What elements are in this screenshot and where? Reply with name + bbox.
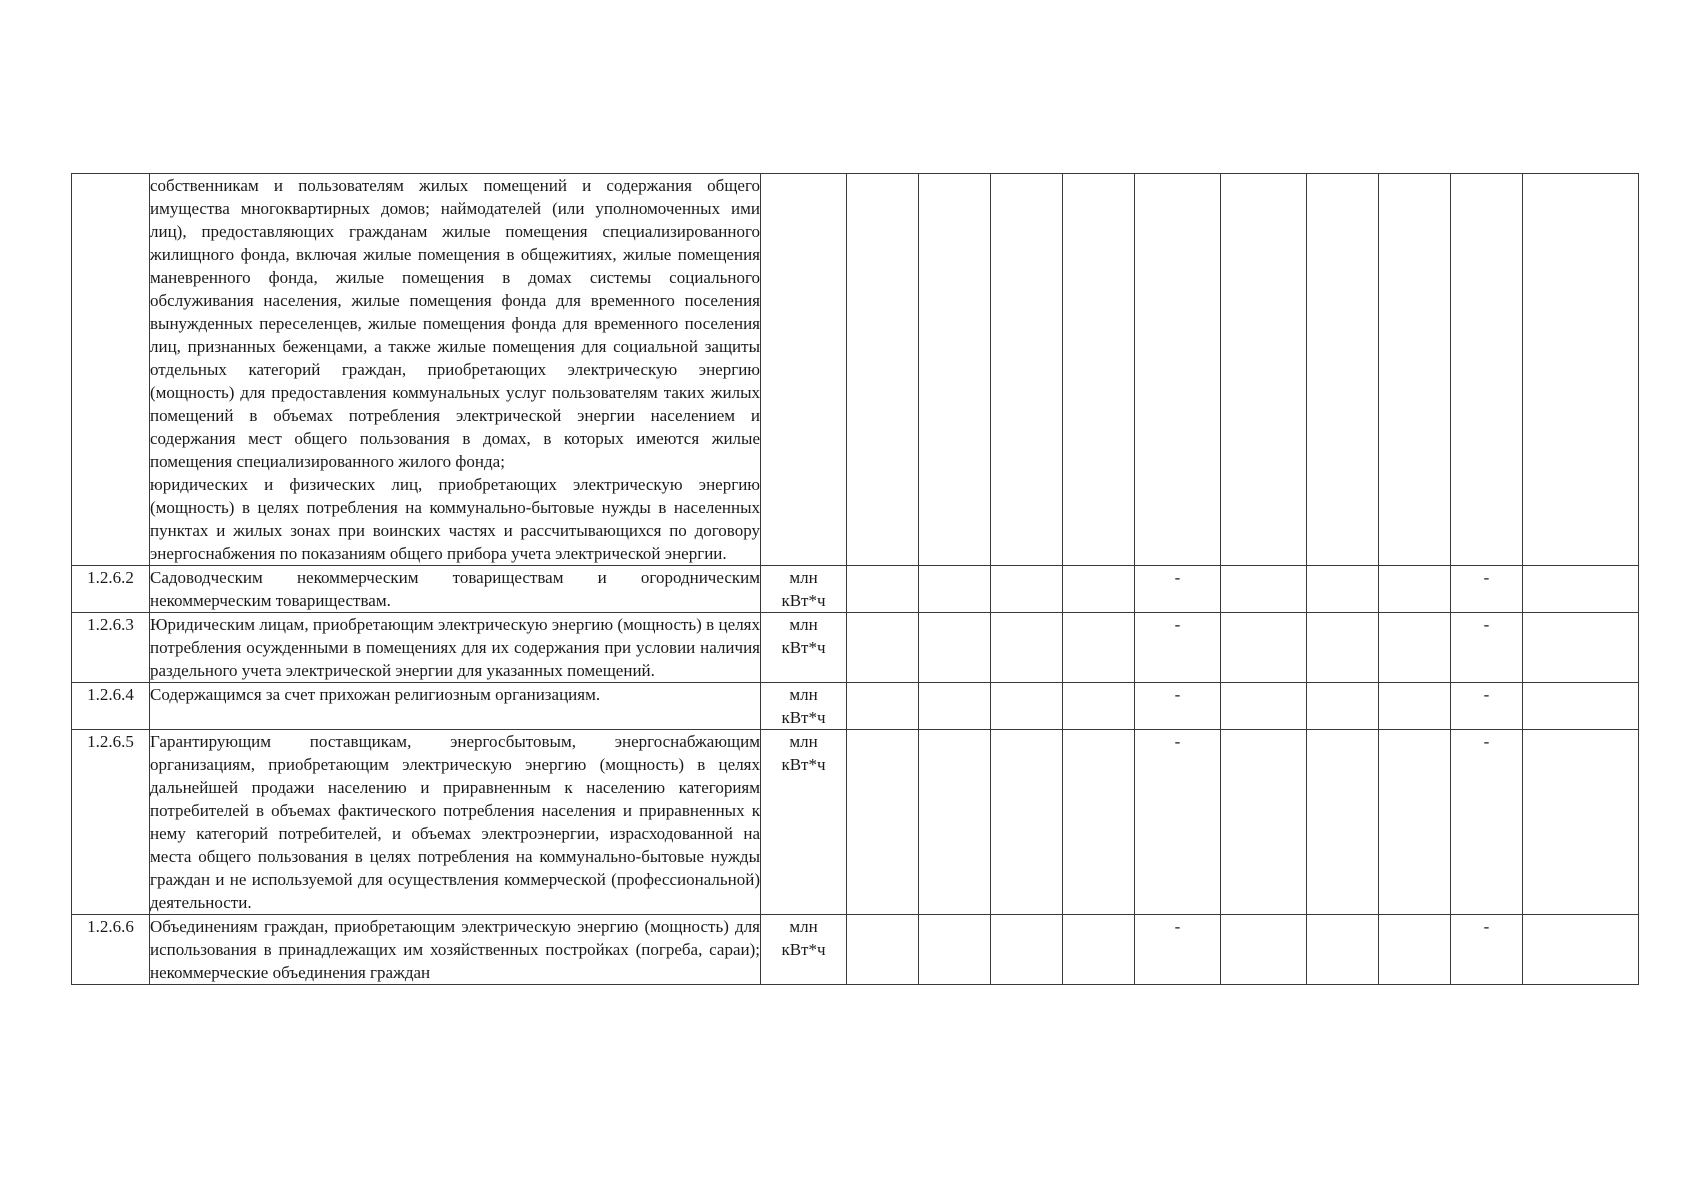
unit-line: кВт*ч bbox=[781, 591, 826, 610]
value-cell bbox=[991, 730, 1063, 915]
value-cell bbox=[919, 174, 991, 566]
row-number: 1.2.6.4 bbox=[72, 683, 150, 730]
value-cell bbox=[1523, 730, 1639, 915]
value-cell bbox=[1379, 730, 1451, 915]
value-cell bbox=[1063, 730, 1135, 915]
row-number: 1.2.6.2 bbox=[72, 566, 150, 613]
value-cell bbox=[991, 683, 1063, 730]
value-cell bbox=[991, 174, 1063, 566]
table-row bbox=[72, 613, 1639, 683]
row-unit bbox=[761, 915, 847, 985]
value-cell bbox=[1307, 915, 1379, 985]
value-cell bbox=[1523, 566, 1639, 613]
unit-line: млн bbox=[789, 732, 818, 751]
row-unit bbox=[761, 613, 847, 683]
value-cell bbox=[919, 683, 991, 730]
value-cell bbox=[1523, 174, 1639, 566]
value-cell bbox=[847, 683, 919, 730]
value-cell bbox=[1221, 174, 1307, 566]
table-row bbox=[72, 915, 1639, 985]
row-unit bbox=[761, 174, 847, 566]
value-cell bbox=[1523, 683, 1639, 730]
value-cell bbox=[1135, 174, 1221, 566]
row-number: 1.2.6.5 bbox=[72, 730, 150, 915]
unit-line: млн bbox=[789, 685, 818, 704]
value-cell bbox=[1063, 174, 1135, 566]
value-cell bbox=[1221, 683, 1307, 730]
unit-line: кВт*ч bbox=[781, 940, 826, 959]
value-cell bbox=[1379, 174, 1451, 566]
value-cell bbox=[1063, 915, 1135, 985]
value-cell: - bbox=[1135, 613, 1221, 683]
table-row bbox=[72, 730, 1639, 915]
description-paragraph: юридических и физических лиц, приобретающих электрическую энергию (мощность) в целях потребления на коммунально-бытовые нужды в населенных пунктах и жилых зонах при воинских частях и рассчитывающихся по договору энергоснабжения по показаниям общего прибора учета электрической энергии. bbox=[150, 475, 760, 563]
value-cell bbox=[1307, 730, 1379, 915]
value-cell bbox=[1451, 174, 1523, 566]
value-cell bbox=[919, 613, 991, 683]
row-description: Содержащимся за счет прихожан религиозным организациям. bbox=[150, 683, 761, 730]
value-cell bbox=[1221, 566, 1307, 613]
row-description: Юридическим лицам, приобретающим электрическую энергию (мощность) в целях потребления осужденными в помещениях для их содержания при условии наличия раздельного учета электрической энергии для указанных помещений. bbox=[150, 613, 761, 683]
row-unit bbox=[761, 730, 847, 915]
value-cell bbox=[1307, 174, 1379, 566]
unit-line: кВт*ч bbox=[781, 708, 826, 727]
value-cell: - bbox=[1451, 683, 1523, 730]
row-unit bbox=[761, 566, 847, 613]
row-description: Объединениям граждан, приобретающим электрическую энергию (мощность) для использования в принадлежащих им хозяйственных постройках (погреба, сараи); некоммерческие объединения граждан bbox=[150, 915, 761, 985]
row-unit bbox=[761, 683, 847, 730]
value-cell bbox=[847, 915, 919, 985]
unit-line: кВт*ч bbox=[781, 755, 826, 774]
value-cell bbox=[991, 915, 1063, 985]
value-cell bbox=[1379, 915, 1451, 985]
value-cell bbox=[1523, 613, 1639, 683]
table-row bbox=[72, 566, 1639, 613]
row-number bbox=[72, 174, 150, 566]
table-row-continuation bbox=[72, 174, 1639, 566]
unit-line: млн bbox=[789, 615, 818, 634]
description-paragraph: собственникам и пользователям жилых помещений и содержания общего имущества многоквартирных домов; наймодателей (или уполномоченных ими лиц), предоставляющих гражданам жилые помещения специализированного жилищного фонда, включая жилые помещения в общежитиях, жилые помещения маневренного фонда, жилые помещения в домах системы социального обслуживания населения, жилые помещения фонда для временного поселения вынужденных переселенцев, жилые помещения фонда для временного поселения лиц, признанных беженцами, а также жилые помещения для социальной защиты отдельных категорий граждан, приобретающих электрическую энергию (мощность) для предоставления коммунальных услуг пользователям таких жилых помещений в объемах потребления электрической энергии населением и содержания мест общего пользования в домах, в которых имеются жилые помещения специализированного жилого фонда; bbox=[150, 176, 760, 471]
value-cell bbox=[991, 613, 1063, 683]
row-number: 1.2.6.6 bbox=[72, 915, 150, 985]
tariff-volume-table bbox=[71, 173, 1639, 985]
value-cell bbox=[847, 730, 919, 915]
value-cell bbox=[847, 566, 919, 613]
value-cell: - bbox=[1135, 730, 1221, 915]
value-cell: - bbox=[1451, 566, 1523, 613]
value-cell: - bbox=[1451, 730, 1523, 915]
value-cell bbox=[1523, 915, 1639, 985]
value-cell bbox=[847, 174, 919, 566]
row-number: 1.2.6.3 bbox=[72, 613, 150, 683]
value-cell: - bbox=[1451, 915, 1523, 985]
unit-line: млн bbox=[789, 917, 818, 936]
value-cell bbox=[1379, 566, 1451, 613]
value-cell bbox=[847, 613, 919, 683]
value-cell bbox=[1221, 730, 1307, 915]
value-cell bbox=[1379, 683, 1451, 730]
value-cell bbox=[1307, 566, 1379, 613]
value-cell bbox=[919, 566, 991, 613]
value-cell bbox=[1221, 915, 1307, 985]
unit-line: млн bbox=[789, 568, 818, 587]
row-description: Гарантирующим поставщикам, энергосбытовым, энергоснабжающим организациям, приобретающим электрическую энергию (мощность) в целях дальнейшей продажи населению и приравненным к населению категориям потребителей в объемах фактического потребления населения и приравненных к нему категорий потребителей, и объемах электроэнергии, израсходованной на места общего пользования в целях потребления на коммунально-бытовые нужды граждан и не используемой для осуществления коммерческой (профессиональной) деятельности. bbox=[150, 730, 761, 915]
row-description bbox=[150, 174, 761, 566]
value-cell bbox=[991, 566, 1063, 613]
value-cell bbox=[1307, 683, 1379, 730]
value-cell bbox=[1307, 613, 1379, 683]
value-cell: - bbox=[1135, 566, 1221, 613]
unit-line: кВт*ч bbox=[781, 638, 826, 657]
table-row bbox=[72, 683, 1639, 730]
value-cell bbox=[919, 915, 991, 985]
value-cell bbox=[1063, 566, 1135, 613]
value-cell: - bbox=[1135, 915, 1221, 985]
row-description: Садоводческим некоммерческим товариществам и огородническим некоммерческим товариществам. bbox=[150, 566, 761, 613]
value-cell: - bbox=[1135, 683, 1221, 730]
value-cell bbox=[1063, 683, 1135, 730]
value-cell bbox=[1221, 613, 1307, 683]
value-cell bbox=[1063, 613, 1135, 683]
value-cell bbox=[1379, 613, 1451, 683]
value-cell bbox=[919, 730, 991, 915]
value-cell: - bbox=[1451, 613, 1523, 683]
